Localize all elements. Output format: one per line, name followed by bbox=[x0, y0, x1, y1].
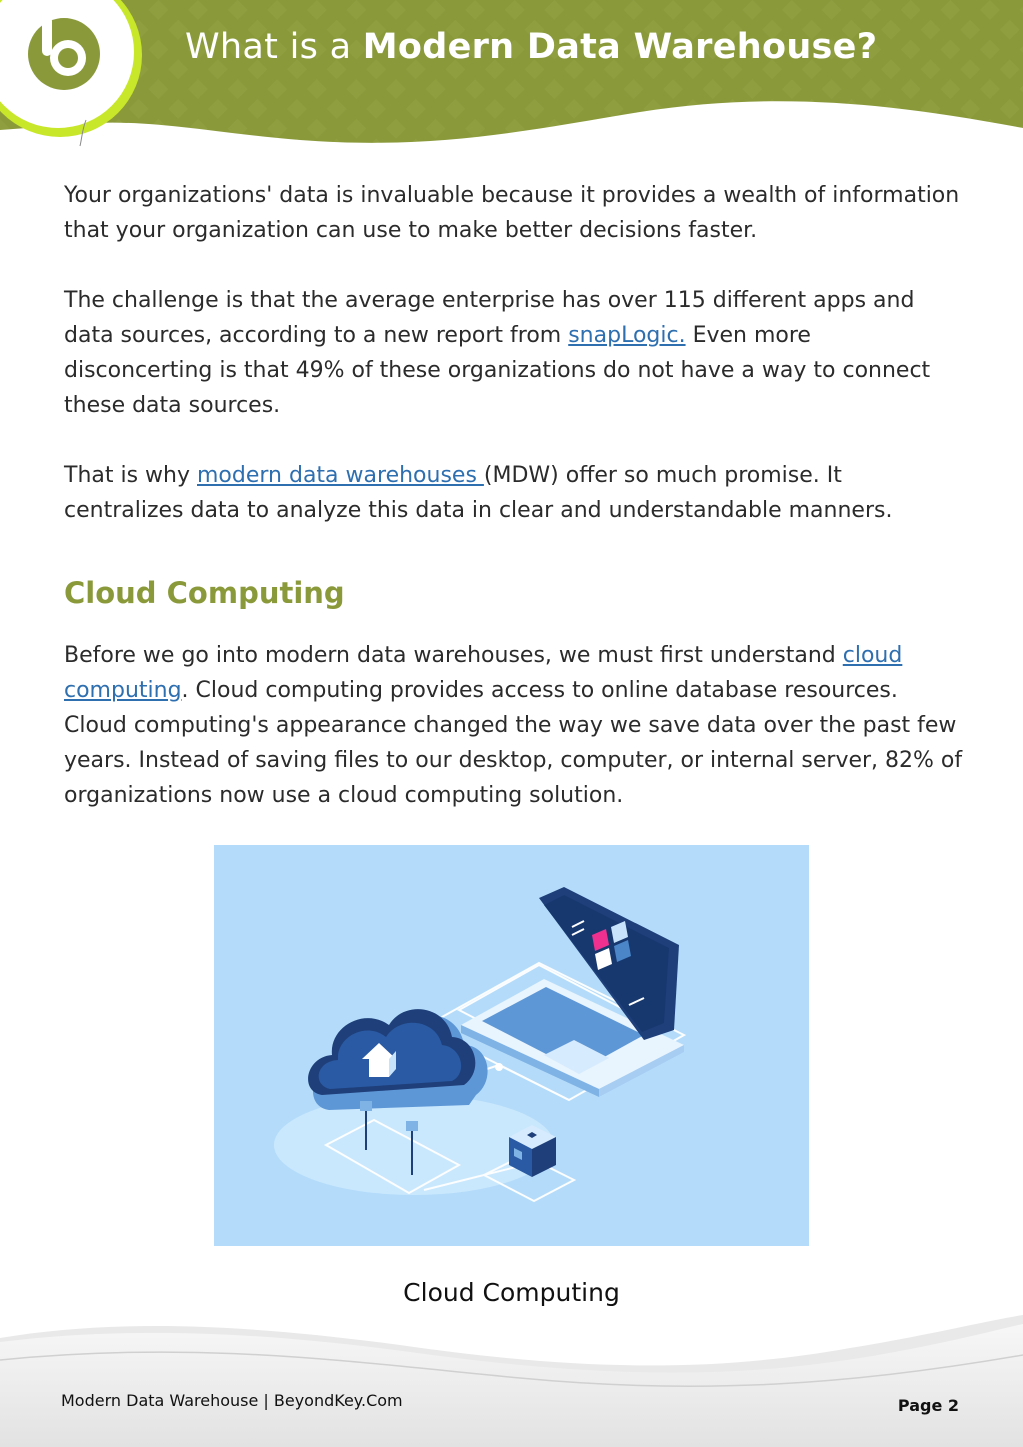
footer-wave bbox=[0, 1300, 1023, 1447]
page-title bbox=[185, 27, 877, 67]
title-prefix: What is a bbox=[185, 27, 363, 67]
title-bold: Modern Data Warehouse? bbox=[362, 27, 878, 67]
p3-text-before: That is why bbox=[64, 463, 197, 488]
intro-paragraph-3 bbox=[64, 458, 964, 528]
intro-paragraph-2 bbox=[64, 283, 964, 423]
page-number: Page 2 bbox=[897, 1396, 959, 1415]
beyondkey-logo bbox=[0, 0, 150, 150]
footer-document-title: Modern Data Warehouse | BeyondKey.Com bbox=[61, 1391, 403, 1410]
header-banner bbox=[0, 0, 1023, 160]
section-text-after: . Cloud computing provides access to online database resources. Cloud computing's appearance changed the way we save data over the past few years. Instead of saving files to our desktop, computer, or internal server, 82% of organizations now use a cloud computing solution. bbox=[64, 678, 963, 808]
cloud-computing-link[interactable]: cloud computing bbox=[64, 643, 903, 703]
cloud-computing-illustration bbox=[214, 845, 809, 1246]
snaplogic-link[interactable]: snapLogic. bbox=[568, 323, 686, 348]
p2-text-after: Even more disconcerting is that 49% of these organizations do not have a way to connect these data sources. bbox=[64, 323, 931, 418]
intro-paragraph-1: Your organizations' data is invaluable because it provides a wealth of information that your organization can use to make better decisions faster. bbox=[64, 183, 960, 243]
page-footer bbox=[0, 1300, 1023, 1447]
p3-text-after: (MDW) offer so much promise. It centralizes data to analyze this data in clear and understandable manners. bbox=[64, 463, 893, 523]
main-content bbox=[64, 178, 964, 848]
p2-text-before: The challenge is that the average enterprise has over 115 different apps and data sources, according to a new report from bbox=[64, 288, 915, 348]
figure-caption: Cloud Computing bbox=[403, 1278, 620, 1307]
section-heading: Cloud Computing bbox=[64, 576, 345, 610]
page-header bbox=[0, 0, 1023, 160]
illustration-svg bbox=[214, 845, 809, 1246]
section-text-before: Before we go into modern data warehouses, we must first understand bbox=[64, 643, 843, 668]
section-paragraph bbox=[64, 638, 964, 813]
modern-data-warehouses-link[interactable]: modern data warehouses bbox=[197, 463, 484, 488]
